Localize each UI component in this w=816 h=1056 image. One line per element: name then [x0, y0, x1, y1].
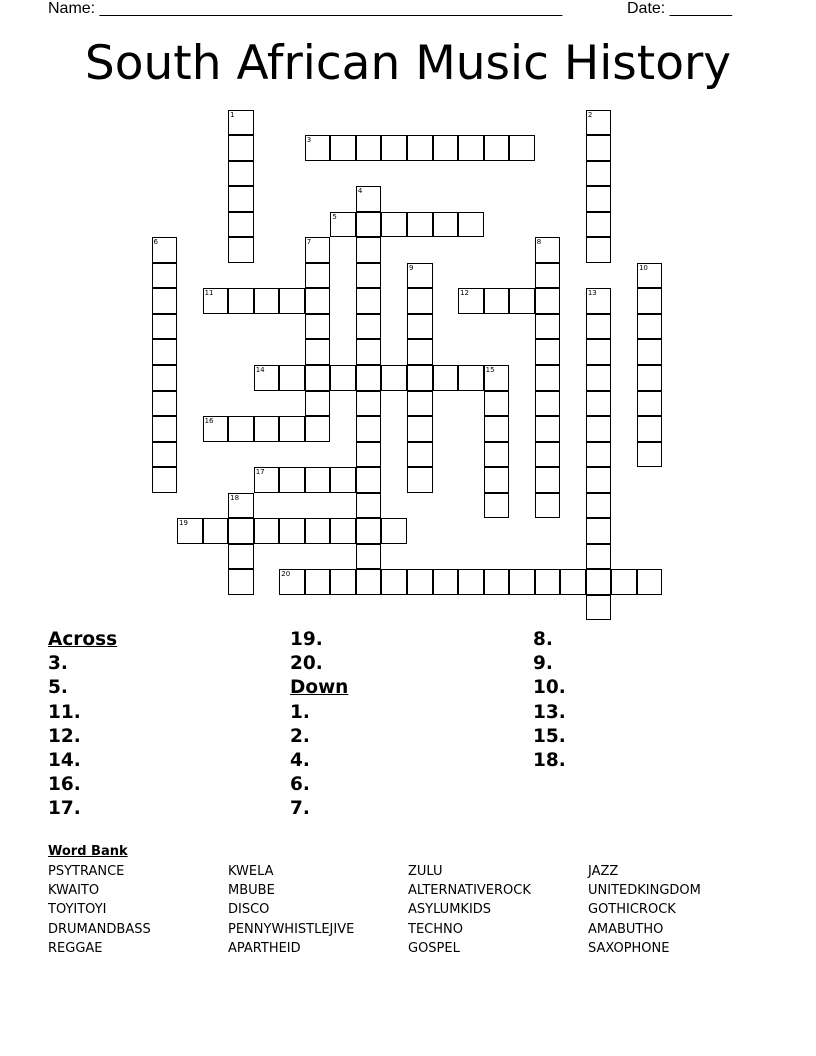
word-bank-column-2 — [228, 862, 354, 958]
grid-cell[interactable] — [228, 493, 254, 519]
grid-cell[interactable] — [330, 467, 356, 493]
clue-down-18: 18. — [533, 749, 566, 771]
grid-cell[interactable] — [254, 467, 280, 493]
clue-across-3: 3. — [48, 653, 68, 675]
grid-cell[interactable] — [637, 391, 663, 417]
grid-cell[interactable] — [152, 314, 178, 340]
clue-down-4: 4. — [290, 749, 310, 771]
word-bank-item: MBUBE — [228, 883, 275, 899]
grid-cell[interactable] — [484, 416, 510, 442]
grid-cell[interactable] — [203, 288, 229, 314]
grid-cell[interactable] — [637, 365, 663, 391]
word-bank-item: ALTERNATIVEROCK — [408, 883, 531, 899]
grid-cell[interactable] — [535, 237, 561, 263]
grid-cell[interactable] — [535, 339, 561, 365]
grid-cell[interactable] — [356, 339, 382, 365]
grid-cell[interactable] — [381, 212, 407, 238]
grid-cell[interactable] — [458, 212, 484, 238]
grid-cell[interactable] — [279, 518, 305, 544]
word-bank-column-3 — [408, 862, 531, 958]
grid-cell[interactable] — [433, 212, 459, 238]
grid-cell[interactable] — [356, 518, 382, 544]
word-bank-item: DISCO — [228, 902, 270, 918]
grid-cell[interactable] — [203, 518, 229, 544]
grid-cell[interactable] — [152, 365, 178, 391]
grid-cell[interactable] — [228, 212, 254, 238]
clue-down-2: 2. — [290, 725, 310, 747]
grid-cell[interactable] — [356, 186, 382, 212]
clue-down-10: 10. — [533, 677, 566, 699]
grid-cell[interactable] — [356, 237, 382, 263]
grid-cell[interactable] — [305, 416, 331, 442]
grid-cell[interactable] — [560, 569, 586, 595]
grid-cell[interactable] — [407, 365, 433, 391]
grid-cell[interactable] — [433, 135, 459, 161]
grid-cell[interactable] — [407, 314, 433, 340]
grid-cell[interactable] — [535, 493, 561, 519]
grid-cell[interactable] — [535, 263, 561, 289]
grid-cell[interactable] — [586, 467, 612, 493]
grid-cell[interactable] — [535, 416, 561, 442]
grid-cell[interactable] — [381, 518, 407, 544]
grid-cell[interactable] — [586, 135, 612, 161]
grid-cell[interactable] — [637, 263, 663, 289]
clue-across-12: 12. — [48, 725, 81, 747]
word-bank-item: ASYLUMKIDS — [408, 902, 492, 918]
grid-cell[interactable] — [586, 391, 612, 417]
grid-cell[interactable] — [330, 212, 356, 238]
grid-cell[interactable] — [152, 237, 178, 263]
clue-number: 8 — [536, 238, 542, 247]
clue-number: 19 — [179, 519, 188, 528]
word-bank-item: PSYTRANCE — [48, 864, 125, 879]
grid-cell[interactable] — [228, 569, 254, 595]
clue-number: 7 — [306, 238, 312, 247]
grid-cell[interactable] — [381, 365, 407, 391]
clue-down-9: 9. — [533, 653, 553, 675]
clue-number: 11 — [204, 289, 214, 298]
clue-number: 6 — [153, 238, 158, 247]
grid-cell[interactable] — [458, 365, 484, 391]
grid-cell[interactable] — [586, 569, 612, 595]
grid-cell[interactable] — [611, 569, 637, 595]
across-heading: Across — [48, 629, 118, 650]
grid-cell[interactable] — [279, 365, 305, 391]
grid-cell[interactable] — [586, 288, 612, 314]
grid-cell[interactable] — [305, 237, 331, 263]
grid-cell[interactable] — [586, 595, 612, 621]
grid-cell[interactable] — [484, 365, 510, 391]
grid-cell[interactable] — [305, 569, 331, 595]
grid-cell[interactable] — [407, 135, 433, 161]
clue-number: 13 — [587, 289, 597, 298]
grid-cell[interactable] — [407, 442, 433, 468]
grid-cell[interactable] — [356, 263, 382, 289]
grid-cell[interactable] — [586, 544, 612, 570]
grid-cell[interactable] — [228, 288, 254, 314]
grid-cell[interactable] — [586, 365, 612, 391]
word-bank-column-1 — [48, 862, 151, 958]
grid-cell[interactable] — [305, 391, 331, 417]
grid-cell[interactable] — [305, 135, 331, 161]
grid-cell[interactable] — [356, 493, 382, 519]
clue-down-1: 1. — [290, 701, 310, 723]
grid-cell[interactable] — [356, 135, 382, 161]
clues-column-2 — [290, 628, 348, 822]
grid-cell[interactable] — [305, 518, 331, 544]
grid-cell[interactable] — [177, 518, 203, 544]
clue-number: 18 — [230, 493, 240, 502]
grid-cell[interactable] — [228, 161, 254, 187]
clue-number: 4 — [357, 187, 363, 196]
grid-cell[interactable] — [305, 339, 331, 365]
grid-cell[interactable] — [407, 263, 433, 289]
down-heading: Down — [290, 677, 349, 699]
grid-cell[interactable] — [356, 416, 382, 442]
grid-cell[interactable] — [305, 365, 331, 391]
grid-cell[interactable] — [637, 314, 663, 340]
grid-cell[interactable] — [305, 263, 331, 289]
grid-cell[interactable] — [356, 288, 382, 314]
grid-cell[interactable] — [228, 518, 254, 544]
word-bank-item: APARTHEID — [228, 940, 301, 956]
clue-number: 2 — [587, 110, 593, 119]
grid-cell[interactable] — [433, 569, 459, 595]
grid-cell[interactable] — [535, 442, 561, 468]
grid-cell[interactable] — [356, 544, 382, 570]
grid-cell[interactable] — [203, 416, 229, 442]
grid-cell[interactable] — [407, 569, 433, 595]
grid-cell[interactable] — [254, 365, 280, 391]
grid-cell[interactable] — [279, 416, 305, 442]
grid-cell[interactable] — [535, 314, 561, 340]
grid-cell[interactable] — [254, 518, 280, 544]
grid-cell[interactable] — [152, 263, 178, 289]
grid-cell[interactable] — [509, 569, 535, 595]
clue-number: 20 — [281, 570, 291, 579]
grid-cell[interactable] — [356, 569, 382, 595]
grid-cell[interactable] — [458, 135, 484, 161]
grid-cell[interactable] — [330, 569, 356, 595]
grid-cell[interactable] — [407, 467, 433, 493]
grid-cell[interactable] — [228, 416, 254, 442]
grid-cell[interactable] — [381, 135, 407, 161]
grid-cell[interactable] — [586, 442, 612, 468]
grid-cell[interactable] — [637, 339, 663, 365]
grid-cell[interactable] — [152, 391, 178, 417]
grid-cell[interactable] — [305, 314, 331, 340]
grid-cell[interactable] — [254, 416, 280, 442]
clue-across-20: 20. — [290, 653, 323, 675]
grid-cell[interactable] — [254, 288, 280, 314]
word-bank-item: ZULU — [408, 864, 443, 879]
grid-cell[interactable] — [637, 416, 663, 442]
clue-down-15: 15. — [533, 725, 566, 747]
word-bank-item: REGGAE — [48, 940, 103, 956]
clue-number: 14 — [255, 366, 265, 374]
word-bank-item: UNITEDKINGDOM — [588, 883, 701, 899]
grid-cell[interactable] — [330, 518, 356, 544]
grid-cell[interactable] — [586, 237, 612, 263]
grid-cell[interactable] — [586, 161, 612, 187]
grid-cell[interactable] — [586, 186, 612, 212]
grid-cell[interactable] — [509, 288, 535, 314]
word-bank-item: GOTHICROCK — [588, 902, 676, 918]
clues-column-1 — [48, 628, 117, 822]
grid-cell[interactable] — [535, 569, 561, 595]
grid-cell[interactable] — [484, 493, 510, 519]
word-bank-item: KWELA — [228, 864, 274, 879]
clue-number: 12 — [460, 289, 470, 298]
grid-cell[interactable] — [152, 288, 178, 314]
grid-cell[interactable] — [586, 212, 612, 238]
grid-cell[interactable] — [586, 314, 612, 340]
grid-cell[interactable] — [484, 569, 510, 595]
grid-cell[interactable] — [586, 518, 612, 544]
grid-cell[interactable] — [586, 416, 612, 442]
word-bank-item: TECHNO — [408, 921, 463, 937]
clue-across-19: 19. — [290, 629, 323, 650]
grid-cell[interactable] — [305, 288, 331, 314]
grid-cell[interactable] — [407, 339, 433, 365]
grid-cell[interactable] — [535, 391, 561, 417]
grid-cell[interactable] — [637, 569, 663, 595]
clue-across-16: 16. — [48, 774, 81, 796]
grid-cell[interactable] — [586, 110, 612, 136]
grid-cell[interactable] — [356, 467, 382, 493]
grid-cell[interactable] — [535, 467, 561, 493]
grid-cell[interactable] — [407, 391, 433, 417]
clue-number: 3 — [306, 136, 312, 145]
grid-cell[interactable] — [279, 467, 305, 493]
grid-cell[interactable] — [484, 442, 510, 468]
grid-cell[interactable] — [484, 391, 510, 417]
grid-cell[interactable] — [279, 569, 305, 595]
clue-number: 15 — [485, 366, 495, 374]
grid-cell[interactable] — [433, 365, 459, 391]
grid-cell[interactable] — [279, 288, 305, 314]
grid-cell[interactable] — [356, 365, 382, 391]
word-bank-item: KWAITO — [48, 883, 100, 899]
clue-across-5: 5. — [48, 677, 68, 699]
clue-across-17: 17. — [48, 798, 81, 820]
grid-cell[interactable] — [152, 442, 178, 468]
grid-cell[interactable] — [407, 212, 433, 238]
word-bank-title: Word Bank — [48, 844, 128, 859]
grid-cell[interactable] — [381, 569, 407, 595]
grid-cell[interactable] — [484, 288, 510, 314]
grid-cell[interactable] — [228, 237, 254, 263]
clue-across-11: 11. — [48, 701, 81, 723]
grid-cell[interactable] — [228, 135, 254, 161]
grid-cell[interactable] — [356, 391, 382, 417]
grid-cell[interactable] — [152, 416, 178, 442]
grid-cell[interactable] — [356, 314, 382, 340]
name-field-label: Name: ____________________________________________________ — [48, 0, 563, 17]
grid-cell[interactable] — [330, 135, 356, 161]
clue-number: 9 — [409, 263, 414, 272]
grid-cell[interactable] — [637, 442, 663, 468]
grid-cell[interactable] — [484, 135, 510, 161]
grid-cell[interactable] — [586, 493, 612, 519]
grid-cell[interactable] — [228, 186, 254, 212]
word-bank-item: PENNYWHISTLEJIVE — [228, 921, 355, 937]
grid-cell[interactable] — [305, 467, 331, 493]
clue-down-13: 13. — [533, 701, 566, 723]
grid-cell[interactable] — [637, 288, 663, 314]
grid-cell[interactable] — [152, 467, 178, 493]
grid-cell[interactable] — [509, 135, 535, 161]
grid-cell[interactable] — [535, 288, 561, 314]
word-bank-item: AMABUTHO — [588, 921, 664, 937]
grid-cell[interactable] — [356, 212, 382, 238]
page-title: South African Music History — [84, 36, 732, 91]
date-field-label: Date: _______ — [627, 0, 732, 17]
clues-column-3 — [533, 628, 566, 773]
word-bank-item: GOSPEL — [408, 940, 460, 956]
grid-cell[interactable] — [152, 339, 178, 365]
word-bank-item: TOYITOYI — [48, 902, 107, 918]
clue-down-7: 7. — [290, 798, 310, 820]
grid-cell[interactable] — [407, 288, 433, 314]
clue-number: 10 — [638, 263, 648, 272]
word-bank-item: JAZZ — [588, 864, 619, 879]
word-bank-column-4 — [588, 862, 701, 958]
grid-cell[interactable] — [458, 569, 484, 595]
grid-cell[interactable] — [330, 365, 356, 391]
clue-number: 5 — [332, 212, 337, 221]
grid-cell[interactable] — [356, 442, 382, 468]
grid-cell[interactable] — [484, 467, 510, 493]
clue-number: 1 — [230, 110, 235, 119]
clue-across-14: 14. — [48, 749, 81, 771]
grid-cell[interactable] — [228, 110, 254, 136]
grid-cell[interactable] — [586, 339, 612, 365]
grid-cell[interactable] — [407, 416, 433, 442]
word-bank-item: DRUMANDBASS — [48, 921, 151, 937]
grid-cell[interactable] — [458, 288, 484, 314]
clue-number: 17 — [255, 468, 265, 477]
grid-cell[interactable] — [228, 544, 254, 570]
clue-down-8: 8. — [533, 629, 553, 650]
word-bank-item: SAXOPHONE — [588, 940, 670, 956]
grid-cell[interactable] — [535, 365, 561, 391]
clue-down-6: 6. — [290, 774, 310, 796]
clue-number: 16 — [204, 417, 214, 426]
